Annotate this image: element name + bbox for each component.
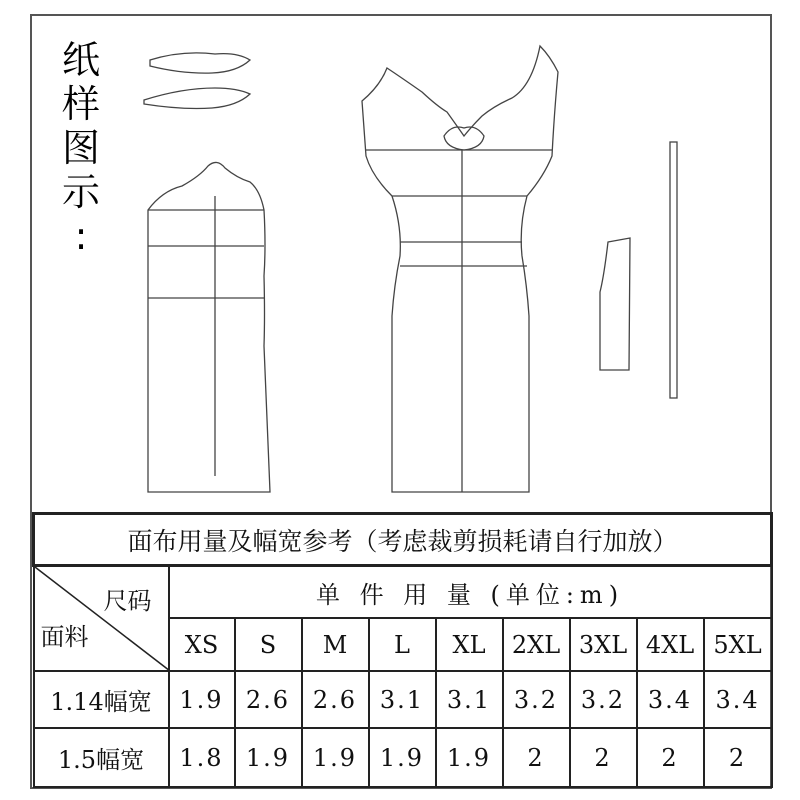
usage-value: 1.9 xyxy=(235,728,302,787)
table-row xyxy=(34,671,772,729)
label-char: 图 xyxy=(61,126,100,170)
size-header: 4XL xyxy=(637,618,704,670)
usage-value: 2.6 xyxy=(235,671,302,729)
label-char: 纸 xyxy=(61,38,100,82)
usage-value: 2 xyxy=(637,728,704,787)
size-header: 2XL xyxy=(503,618,570,670)
front-pattern-piece xyxy=(362,46,558,492)
usage-value: 1.9 xyxy=(369,728,436,787)
size-axis-label: 尺码 xyxy=(103,587,152,616)
usage-value: 1.8 xyxy=(169,728,235,787)
size-header: XL xyxy=(436,618,503,670)
collar-piece-bottom xyxy=(144,88,250,109)
usage-value: 2 xyxy=(570,728,637,787)
usage-value: 2 xyxy=(704,728,772,787)
usage-value: 2 xyxy=(503,728,570,787)
usage-value: 3.1 xyxy=(369,671,436,729)
fabric-width-cell: 1.14幅宽 xyxy=(34,671,169,729)
label-char: 示 xyxy=(61,170,100,214)
usage-value: 3.2 xyxy=(570,671,637,729)
fabric-width-cell: 1.5幅宽 xyxy=(34,728,169,787)
label-char: 样 xyxy=(61,82,100,126)
size-header: L xyxy=(369,618,436,670)
usage-value: 1.9 xyxy=(169,671,235,729)
unit-header: 单 件 用 量 (单位:m) xyxy=(169,566,772,618)
fabric-usage-table xyxy=(32,512,773,788)
table-title: 面布用量及幅宽参考（考虑裁剪损耗请自行加放） xyxy=(34,514,772,566)
usage-value: 2.6 xyxy=(302,671,369,729)
size-header: 5XL xyxy=(704,618,772,670)
pattern-diagram xyxy=(32,16,770,512)
usage-value: 3.4 xyxy=(637,671,704,729)
side-pattern-piece xyxy=(600,238,630,370)
size-header: M xyxy=(302,618,369,670)
fabric-axis-label: 面料 xyxy=(40,622,89,651)
usage-value: 1.9 xyxy=(302,728,369,787)
usage-value: 3.4 xyxy=(704,671,772,729)
back-pattern-piece xyxy=(148,162,270,492)
size-header: XS xyxy=(169,618,235,670)
pattern-drawing xyxy=(32,16,770,512)
corner-header-cell xyxy=(34,566,169,671)
binding-strip-piece xyxy=(670,142,677,398)
size-header: 3XL xyxy=(570,618,637,670)
size-header: S xyxy=(235,618,302,670)
table-row xyxy=(34,728,772,787)
usage-value: 3.1 xyxy=(436,671,503,729)
usage-value: 3.2 xyxy=(503,671,570,729)
label-char: : xyxy=(74,214,88,258)
collar-piece-top xyxy=(150,53,250,73)
usage-value: 1.9 xyxy=(436,728,503,787)
